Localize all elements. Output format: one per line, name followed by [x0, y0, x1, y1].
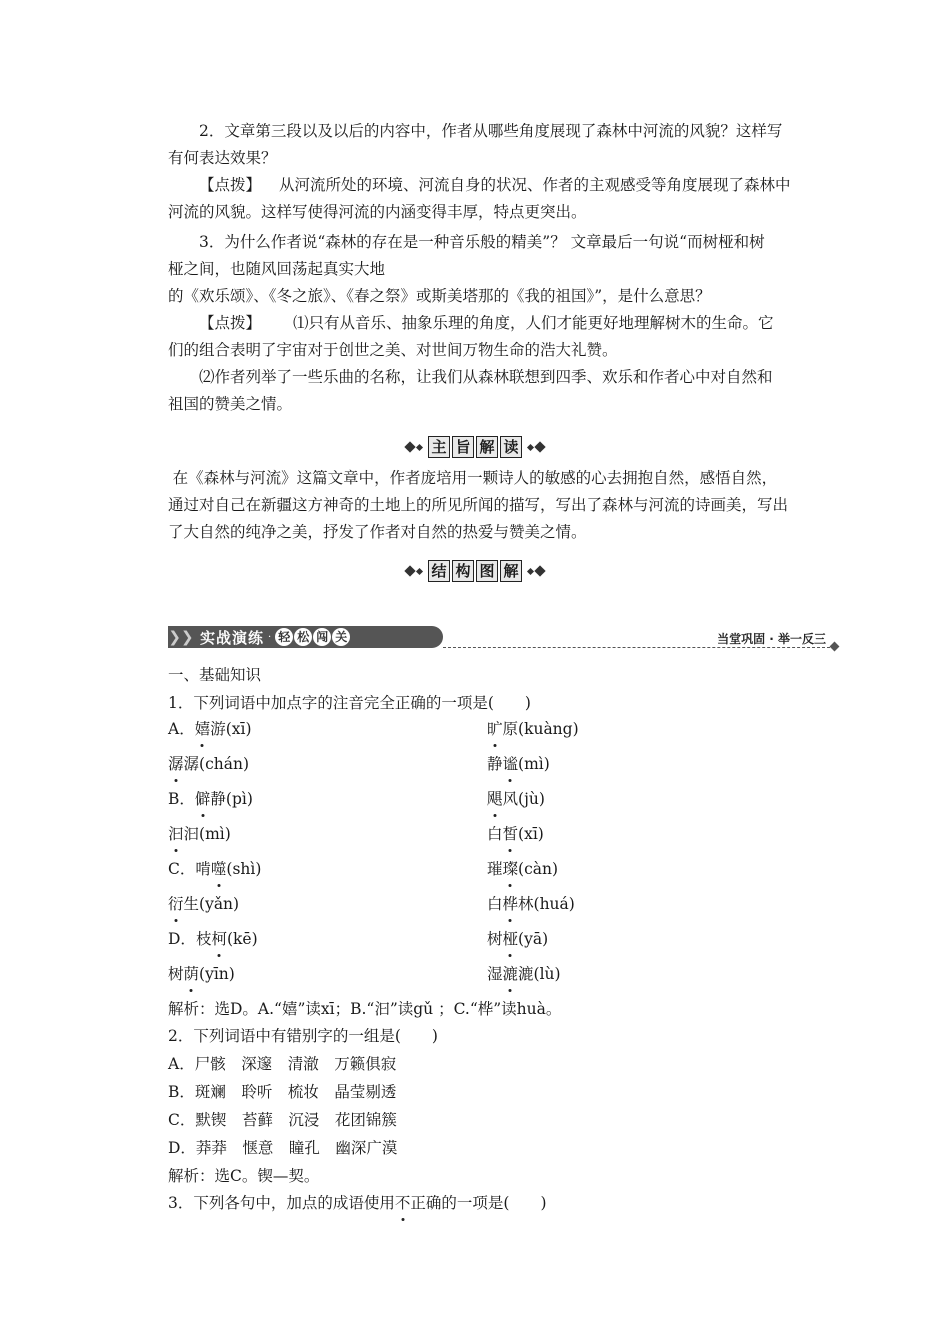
q3-stem: 3．下列各句中，加点的成语使用不正确的一项是( ): [168, 1190, 547, 1217]
question-3-line: 的《欢乐颂》、《冬之旅》、《春之祭》或斯美塔那的《我的祖国》”，是什么意思？: [168, 287, 711, 305]
tip-2: [168, 172, 818, 199]
diamond-right-icon: [528, 567, 544, 575]
q2-answer: 解析：选C。锲—契。: [168, 1167, 320, 1185]
part-heading: 一、基础知识: [168, 666, 262, 684]
q2-option: B．斑斓 聆听 梳妆 晶莹剔透: [168, 1083, 397, 1101]
diamond-right-icon: [528, 443, 544, 451]
q2-option: A．尸骸 深邃 清澈 万籁俱寂: [168, 1055, 397, 1073]
header-char: 解: [500, 560, 522, 582]
banner-title-bar: [168, 626, 443, 648]
banner-chip: 松: [294, 628, 312, 646]
q1-option-left: 汩汩(mì): [168, 821, 231, 848]
q2-option: C．默锲 苔藓 沉浸 花团锦簇: [168, 1111, 397, 1129]
q1-option-left: C．啃噬(shì): [168, 856, 261, 883]
diamond-left-icon: [406, 443, 422, 451]
q1-option-right: 璀璨(càn): [487, 856, 558, 883]
question-2: [168, 118, 818, 226]
double-chevron-icon: ❯❯: [168, 628, 194, 646]
practice-banner: [168, 622, 840, 652]
q1-answer: 解析：选D。A.“嬉”读xī；B.“汩”读gǔ ；C.“桦”读huà。: [168, 1000, 562, 1018]
header-char: 图: [476, 560, 498, 582]
question-3-line: 3．为什么作者说“森林的存在是一种音乐般的精美”？ 文章最后一句说“而树桠和树: [199, 233, 765, 251]
tip-text: ⑴只有从音乐、抽象乐理的角度，人们才能更好地理解树木的生命。它: [293, 314, 774, 332]
section-header-structure: [0, 560, 950, 584]
banner-title: 实战演练: [200, 628, 265, 647]
header-char: 构: [452, 560, 474, 582]
q1-option-left: B．僻静(pì): [168, 786, 253, 813]
banner-separator: ·: [268, 631, 272, 643]
banner-divider: [443, 647, 830, 648]
q1-option-left: D．枝柯(kē): [168, 926, 258, 953]
q1-option-right: 白桦林(huá): [487, 891, 575, 918]
banner-chip: 轻: [275, 628, 293, 646]
q2-option: D．莽莽 惬意 瞳孔 幽深广漠: [168, 1139, 398, 1157]
diamond-left-icon: [406, 567, 422, 575]
question-3: [168, 229, 818, 418]
q1-option-right: 湿漉漉(lù): [487, 961, 561, 988]
q1-option-left: A．嬉游(xī): [168, 716, 252, 743]
q1-option-left: 潺潺(chán): [168, 751, 249, 778]
tip-label: 【点拨】: [199, 314, 262, 332]
header-char: 读: [500, 436, 522, 458]
diamond-end-icon: [830, 642, 840, 652]
theme-line: 在《森林与河流》这篇文章中，作者庞培用一颗诗人的敏感的心去拥抱自然，感悟自然，: [172, 469, 778, 487]
section-header-theme: [0, 436, 950, 460]
question-3-line: 桠之间，也随风回荡起真实大地: [168, 260, 386, 278]
q1-option-right: 白皙(xī): [487, 821, 544, 848]
q1-option-right: 旷原(kuàng): [487, 716, 579, 743]
header-char: 旨: [452, 436, 474, 458]
q1-stem: 1．下列词语中加点字的注音完全正确的一项是( ): [168, 694, 531, 712]
header-char: 结: [428, 560, 450, 582]
banner-subtitle: 当堂巩固 · 举一反三: [717, 632, 826, 646]
tip-label: 【点拨】: [199, 176, 262, 194]
theme-line: 了大自然的纯净之美，抒发了作者对自然的热爱与赞美之情。: [168, 523, 587, 541]
q1-option-right: 树桠(yā): [487, 926, 548, 953]
header-char: 解: [476, 436, 498, 458]
q1-option-right: 飓风(jù): [487, 786, 545, 813]
question-2-line: 有何表达效果？: [168, 149, 277, 167]
q1-option-left: 树荫(yīn): [168, 961, 235, 988]
q1-option-right: 静谧(mì): [487, 751, 550, 778]
question-2-line: 2．文章第三段以及以后的内容中，作者从哪些角度展现了森林中河流的风貌？这样写: [199, 122, 783, 140]
theme-line: 通过对自己在新疆这方神奇的土地上的所见所闻的描写，写出了森林与河流的诗画美，写出: [168, 496, 789, 514]
tip-text: ⑵作者列举了一些乐曲的名称，让我们从森林联想到四季、欢乐和作者心中对自然和: [199, 368, 773, 386]
header-char: 主: [428, 436, 450, 458]
theme-paragraph: [168, 465, 818, 546]
tip-text: 河流的风貌。这样写使得河流的内涵变得丰厚，特点更突出。: [168, 203, 587, 221]
banner-chip: 关: [332, 628, 350, 646]
banner-chip: 闯: [313, 628, 331, 646]
tip-text: 们的组合表明了宇宙对于创世之美、对世间万物生命的浩大礼赞。: [168, 341, 618, 359]
tip-3: [168, 310, 818, 337]
tip-text: 祖国的赞美之情。: [168, 395, 293, 413]
q2-stem: 2．下列词语中有错别字的一组是( ): [168, 1027, 438, 1045]
tip-text: 从河流所处的环境、河流自身的状况、作者的主观感受等角度展现了森林中: [279, 176, 791, 194]
q1-option-left: 衍生(yǎn): [168, 891, 239, 918]
